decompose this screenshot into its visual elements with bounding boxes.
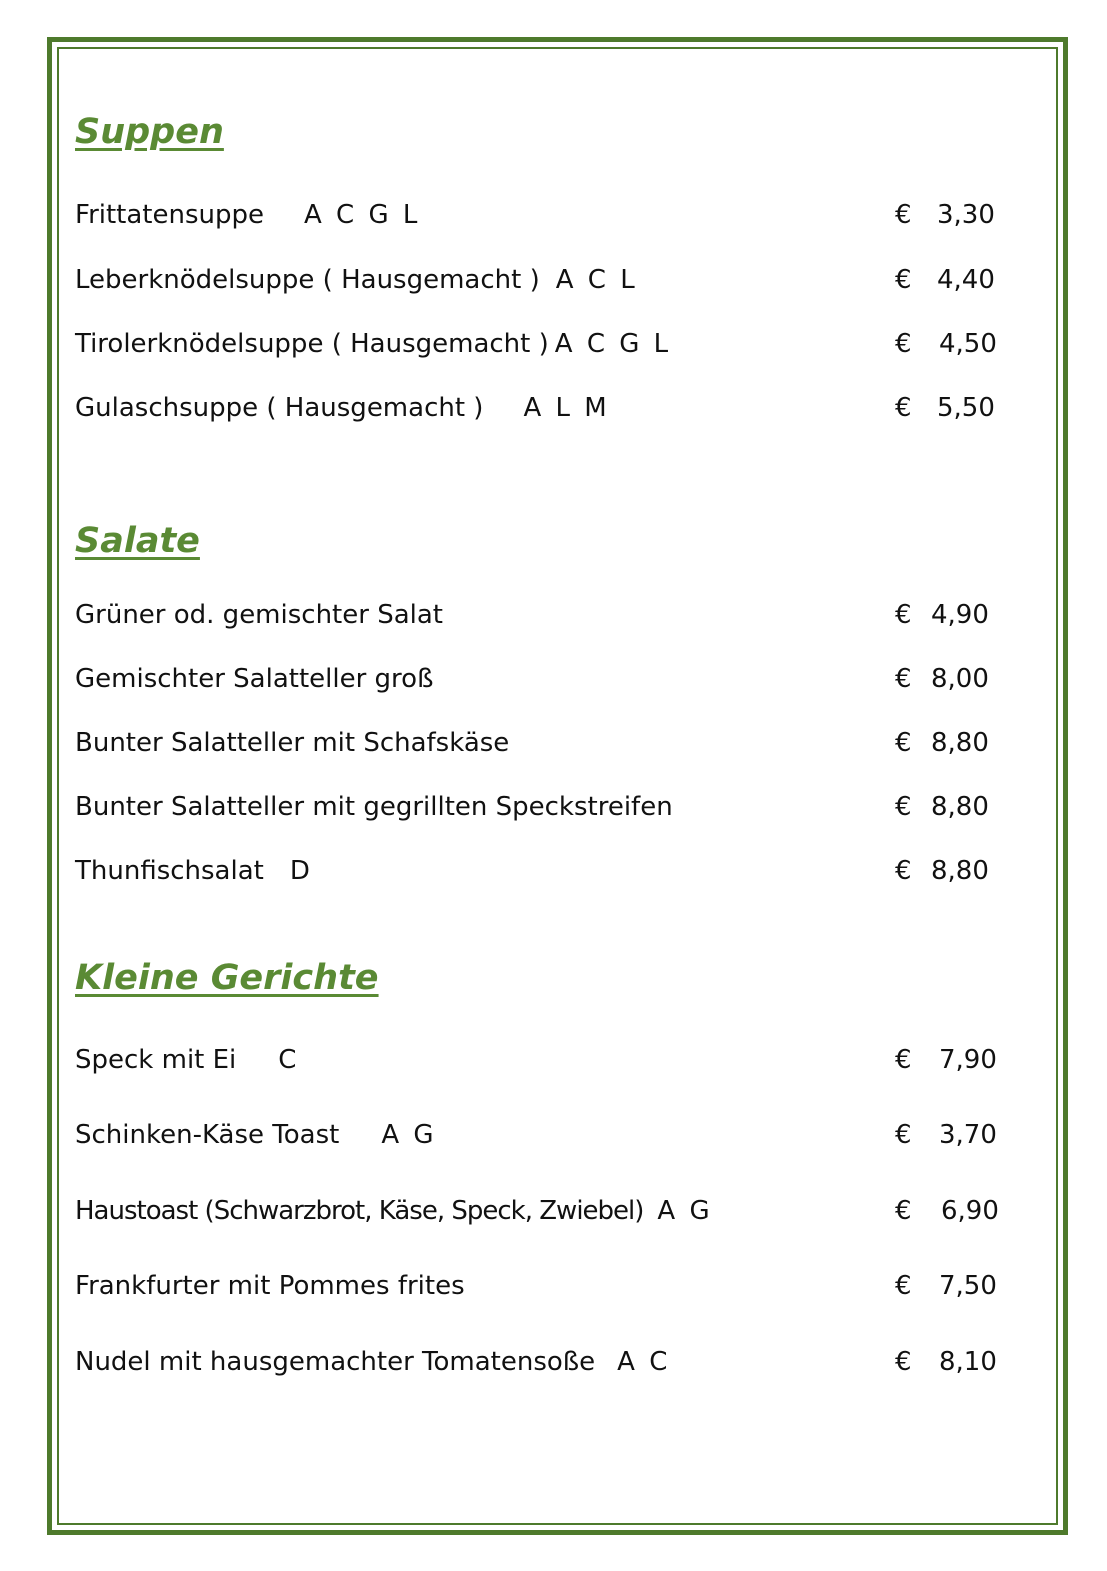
menu-item — [75, 200, 1007, 240]
currency-symbol: € — [895, 664, 912, 694]
item-name: Speck mit Ei — [75, 1045, 237, 1075]
item-name: Schinken-Käse Toast — [75, 1120, 340, 1150]
section-title-kleine-gerichte: Kleine Gerichte — [75, 958, 379, 998]
allergen-codes: A C G L — [304, 200, 421, 230]
menu-item — [75, 856, 1007, 896]
item-name: Gulaschsuppe ( Hausgemacht ) — [75, 393, 484, 423]
item-price: 7,50 — [939, 1271, 997, 1301]
menu-item — [75, 393, 1007, 433]
section-title-suppen: Suppen — [75, 112, 224, 152]
menu-item — [75, 728, 1007, 768]
currency-symbol: € — [895, 1196, 912, 1226]
allergen-codes: A C L — [555, 265, 638, 295]
item-price: 4,50 — [939, 329, 997, 359]
item-price: 6,90 — [941, 1196, 999, 1226]
item-name: Gemischter Salatteller groß — [75, 664, 434, 694]
menu-item — [75, 1120, 1007, 1160]
item-name: Tirolerknödelsuppe ( Hausgemacht ) — [75, 329, 549, 359]
allergen-codes: A G — [657, 1196, 713, 1226]
allergen-codes: D — [289, 856, 313, 886]
currency-symbol: € — [895, 329, 912, 359]
item-name: Haustoast (Schwarzbrot, Käse, Speck, Zwiebel) — [75, 1196, 644, 1226]
item-name: Thunfischsalat — [75, 856, 264, 886]
menu-item — [75, 1196, 1007, 1236]
menu-item — [75, 792, 1007, 832]
item-price: 8,80 — [931, 856, 989, 886]
allergen-codes: A C — [617, 1347, 671, 1377]
currency-symbol: € — [895, 1347, 912, 1377]
item-price: 8,10 — [939, 1347, 997, 1377]
menu-item — [75, 1271, 1007, 1311]
currency-symbol: € — [895, 1045, 912, 1075]
item-name: Leberknödelsuppe ( Hausgemacht ) — [75, 265, 540, 295]
currency-symbol: € — [895, 1120, 912, 1150]
menu-item — [75, 600, 1007, 640]
allergen-codes: C — [278, 1045, 300, 1075]
currency-symbol: € — [895, 600, 912, 630]
item-name: Frittatensuppe — [75, 200, 264, 230]
item-price: 4,40 — [937, 265, 995, 295]
currency-symbol: € — [895, 265, 912, 295]
section-title-salate: Salate — [75, 521, 200, 561]
menu-item — [75, 664, 1007, 704]
menu-item — [75, 265, 1007, 305]
currency-symbol: € — [895, 1271, 912, 1301]
currency-symbol: € — [895, 728, 912, 758]
currency-symbol: € — [895, 393, 912, 423]
menu-item — [75, 1045, 1007, 1085]
menu-item — [75, 329, 1007, 369]
allergen-codes: A C G L — [554, 329, 672, 359]
item-name: Frankfurter mit Pommes frites — [75, 1271, 465, 1301]
item-price: 7,90 — [939, 1045, 997, 1075]
item-price: 8,80 — [931, 728, 989, 758]
allergen-codes: A L M — [523, 393, 610, 423]
item-price: 8,00 — [931, 664, 989, 694]
currency-symbol: € — [895, 856, 912, 886]
item-name: Bunter Salatteller mit gegrillten Speckstreifen — [75, 792, 673, 822]
currency-symbol: € — [895, 200, 912, 230]
item-price: 8,80 — [931, 792, 989, 822]
item-price: 3,70 — [939, 1120, 997, 1150]
currency-symbol: € — [895, 792, 912, 822]
item-name: Bunter Salatteller mit Schafskäse — [75, 728, 510, 758]
item-price: 4,90 — [931, 600, 989, 630]
item-price: 3,30 — [937, 200, 995, 230]
item-price: 5,50 — [937, 393, 995, 423]
item-name: Grüner od. gemischter Salat — [75, 600, 443, 630]
menu-item — [75, 1347, 1007, 1387]
item-name: Nudel mit hausgemachter Tomatensoße — [75, 1347, 596, 1377]
allergen-codes: A G — [381, 1120, 437, 1150]
